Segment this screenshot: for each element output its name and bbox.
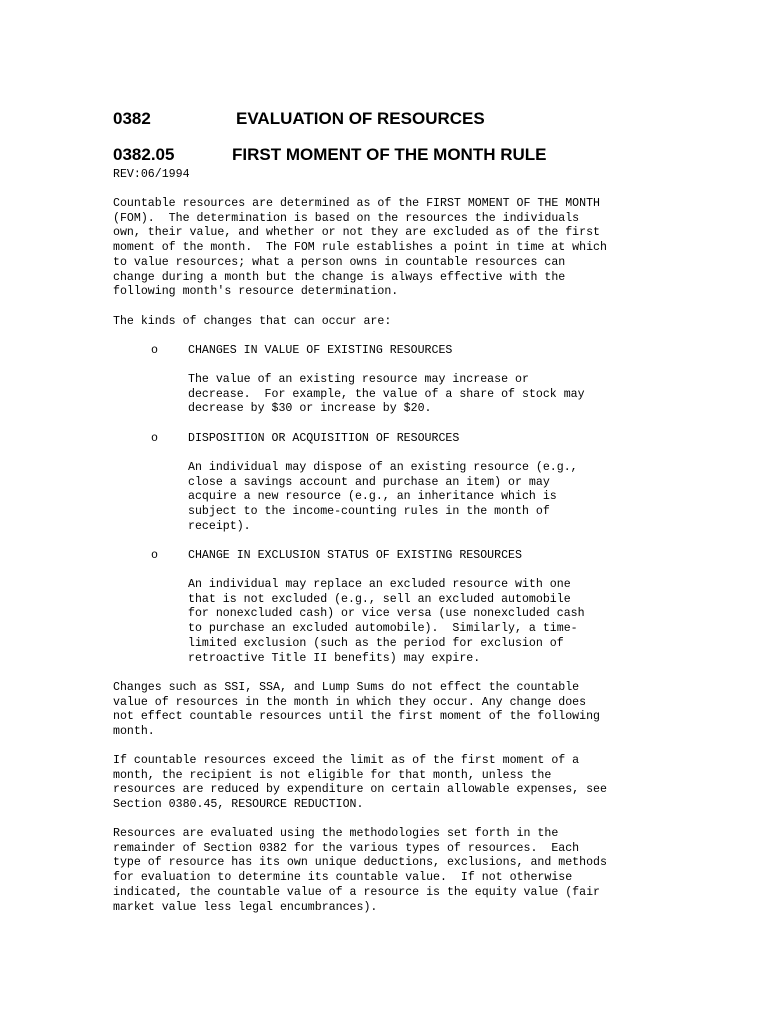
subsection-title: FIRST MOMENT OF THE MONTH RULE [232,145,547,164]
section-title: EVALUATION OF RESOURCES [236,109,485,128]
revision-date: REV:06/1994 [113,168,190,181]
intro-paragraph: Countable resources are determined as of the FIRST MOMENT OF THE MONTH (FOM). The determination is based on the resources the individuals own, their value, and whether or not they are excluded as of the first moment of the month. The FOM rule establishes a point in time at which to value resources; what a person owns in countable resources can change during a month but the change is always effective with the following month's resource determination. [113,197,607,299]
bullet-marker: o [151,549,158,562]
bullet-body: The value of an existing resource may increase or decrease. For example, the value of a share of stock may decrease by $30 or increase by $20. [188,373,585,416]
bullet-body: An individual may dispose of an existing resource (e.g., close a savings account and purchase an item) or may acquire a new resource (e.g., an inheritance which is subject to the income-counting rules in the month of receipt). [188,461,578,533]
bullet-heading: CHANGES IN VALUE OF EXISTING RESOURCES [188,344,453,357]
methodologies-paragraph: Resources are evaluated using the methodologies set forth in the remainder of Section 0382 for the various types of resources. Each type of resource has its own unique deductions, exclusions, and methods for evaluation to determine its countable value. If not otherwise indicated, the countable value of a resource is the equity value (fair market value less legal encumbrances). [113,827,607,914]
bullet-heading: CHANGE IN EXCLUSION STATUS OF EXISTING RESOURCES [188,549,522,562]
bullet-marker: o [151,432,158,445]
bullet-marker: o [151,344,158,357]
subsection-number: 0382.05 [113,145,175,164]
bullet-body: An individual may replace an excluded resource with one that is not excluded (e.g., sell an excluded automobile for nonexcluded cash) or vice versa (use nonexcluded cash to purchase an excluded automobile). Similarly, a time- limited exclusion (such as the period for exclusion of retroactive Title II benefits) may expire. [188,578,585,665]
bullet-heading: DISPOSITION OR ACQUISITION OF RESOURCES [188,432,460,445]
exceed-limit-paragraph: If countable resources exceed the limit as of the first moment of a month, the recipient is not eligible for that month, unless the resources are reduced by expenditure on certain allowable expenses, see Section 0380.45, RESOURCE REDUCTION. [113,754,607,812]
section-number: 0382 [113,109,151,128]
lump-sums-paragraph: Changes such as SSI, SSA, and Lump Sums do not effect the countable value of resources in the month in which they occur. Any change does not effect countable resources until the first moment of the following month. [113,681,601,739]
kinds-intro-paragraph: The kinds of changes that can occur are: [113,315,392,328]
